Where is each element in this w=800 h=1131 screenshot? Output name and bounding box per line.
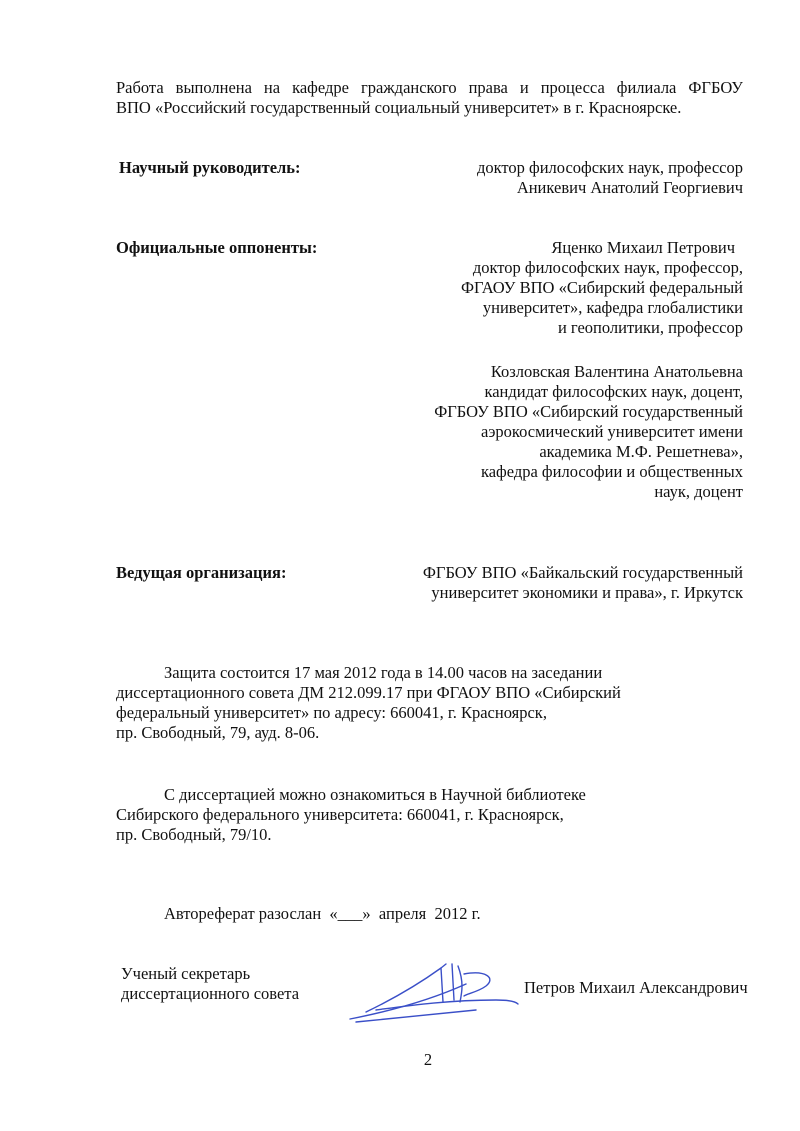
defense-line: диссертационного совета ДМ 212.099.17 при ФГАОУ ВПО «Сибирский [116, 683, 621, 702]
library-line: пр. Свободный, 79/10. [116, 825, 272, 844]
opponent-line: кафедра философии и общественных [480, 462, 743, 481]
supervisor-details [477, 158, 743, 198]
defense-line: федеральный университет» по адресу: 660041, г. Красноярск, [116, 703, 547, 722]
secretary-title [121, 964, 299, 1004]
supervisor-line: Аникевич Анатолий Георгиевич [516, 178, 743, 197]
defense-paragraph [116, 663, 746, 743]
intro-paragraph [116, 78, 743, 118]
secretary-name: Петров Михаил Александрович [524, 978, 748, 997]
intro-line: Работа выполнена на кафедре гражданского права и процесса филиала ФГБОУ [116, 78, 743, 97]
opponent-line: наук, доцент [654, 482, 743, 501]
intro-line: ВПО «Российский государственный социальный университет» в г. Красноярске. [116, 98, 682, 117]
leading-org-line: ФГБОУ ВПО «Байкальский государственный [422, 563, 743, 582]
opponent-line: кандидат философских наук, доцент, [484, 382, 743, 401]
abstract-sent-date: Автореферат разослан «___» апреля 2012 г. [164, 904, 481, 923]
opponent-line: Козловская Валентина Анатольевна [490, 362, 743, 381]
leading-org-details [423, 563, 743, 603]
opponent-line: аэрокосмический университет имени [481, 422, 743, 441]
secretary-title-line: Ученый секретарь [121, 964, 251, 983]
library-line: С диссертацией можно ознакомиться в Научной библиотеке [164, 785, 586, 804]
opponent-line: ФГБОУ ВПО «Сибирский государственный [434, 402, 743, 421]
opponent-second [434, 362, 743, 502]
leading-org-line: университет экономики и права», г. Иркутск [431, 583, 743, 602]
defense-line: Защита состоится 17 мая 2012 года в 14.00 часов на заседании [164, 663, 603, 682]
supervisor-line: доктор философских наук, профессор [476, 158, 743, 177]
opponents-label: Официальные оппоненты: [116, 238, 318, 257]
opponent-line: академика М.Ф. Решетнева», [539, 442, 743, 461]
secretary-title-line: диссертационного совета [121, 984, 300, 1003]
opponent-line: университет», кафедра глобалистики [482, 298, 743, 317]
defense-line: пр. Свободный, 79, ауд. 8-06. [116, 723, 320, 742]
opponent-first [461, 238, 743, 338]
opponent-line: Яценко Михаил Петрович [551, 238, 735, 257]
page-number: 2 [423, 1050, 433, 1069]
signature-image [346, 962, 521, 1024]
library-paragraph [116, 785, 746, 845]
library-line: Сибирского федерального университета: 660041, г. Красноярск, [116, 805, 564, 824]
supervisor-label: Научный руководитель: [119, 158, 301, 177]
opponent-line: ФГАОУ ВПО «Сибирский федеральный [460, 278, 743, 297]
opponent-line: и геополитики, профессор [557, 318, 743, 337]
leading-org-label: Ведущая организация: [116, 563, 287, 582]
opponent-line: доктор философских наук, профессор, [472, 258, 743, 277]
